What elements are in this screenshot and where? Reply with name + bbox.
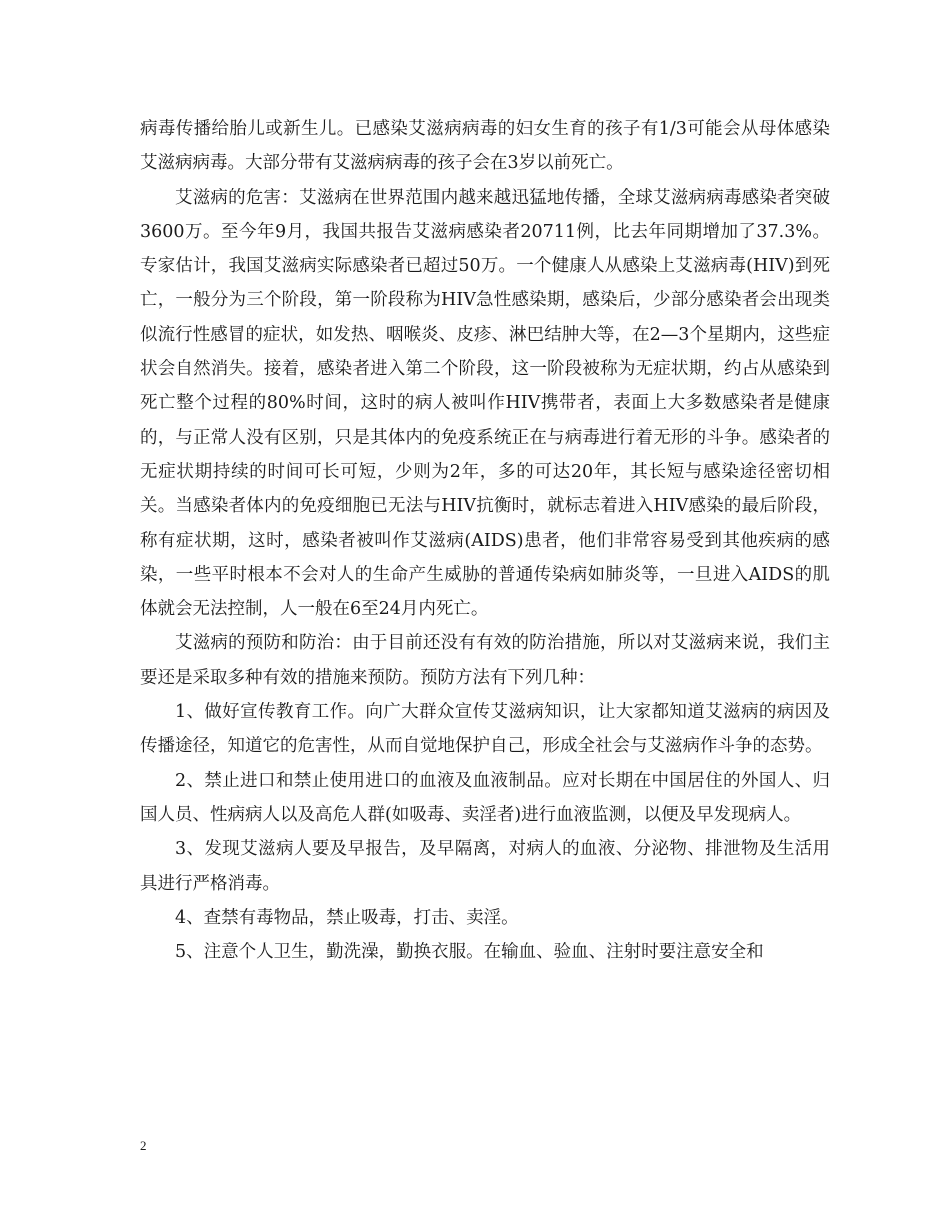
page-number: 2 [140,1138,147,1153]
paragraph-aids-harm: 艾滋病的危害：艾滋病在世界范围内越来越迅猛地传播，全球艾滋病病毒感染者突破3600万。至今年9月，我国共报告艾滋病感染者20711例，比去年同期增加了37.3%。专家估计，我国艾滋病实际感染者已超过50万。一个健康人从感染上艾滋病毒(HIV)到死亡，一般分为三个阶段，第一阶段称为HIV急性感染期，感染后，少部分感染者会出现类似流行性感冒的症状，如发热、咽喉炎、皮疹、淋巴结肿大等，在2—3个星期内，这些症状会自然消失。接着，感染者进入第二个阶段，这一阶段被称为无症状期，约占从感染到死亡整个过程的80%时间，这时的病人被叫作HIV携带者，表面上大多数感染者是健康的，与正常人没有区别，只是其体内的免疫系统正在与病毒进行着无形的斗争。感染者的无症状期持续的时间可长可短，少则为2年，多的可达20年，其长短与感染途径密切相关。当感染者体内的免疫细胞已无法与HIV抗衡时，就标志着进入HIV感染的最后阶段，称有症状期，这时，感染者被叫作艾滋病(AIDS)患者，他们非常容易受到其他疾病的感染，一些平时根本不会对人的生命产生威胁的普通传染病如肺炎等，一旦进入AIDS的肌体就会无法控制，人一般在6至24月内死亡。 [140,187,830,620]
document-body [140,112,830,969]
paragraph-prevention-intro: 艾滋病的预防和防治：由于目前还没有有效的防治措施，所以对艾滋病来说，我们主要还是采取多种有效的措施来预防。预防方法有下列几种： [140,633,830,688]
paragraph-prevention-3: 3、发现艾滋病人要及早报告，及早隔离，对病人的血液、分泌物、排泄物及生活用具进行严格消毒。 [140,839,830,894]
paragraph-mother-child: 病毒传播给胎儿或新生儿。已感染艾滋病病毒的妇女生育的孩子有1/3可能会从母体感染艾滋病病毒。大部分带有艾滋病病毒的孩子会在3岁以前死亡。 [140,119,830,174]
paragraph-prevention-2: 2、禁止进口和禁止使用进口的血液及血液制品。应对长期在中国居住的外国人、归国人员、性病病人以及高危人群(如吸毒、卖淫者)进行血液监测，以便及早发现病人。 [140,770,830,825]
paragraph-prevention-5: 5、注意个人卫生，勤洗澡，勤换衣服。在输血、验血、注射时要注意安全和 [175,942,764,963]
paragraph-prevention-4: 4、查禁有毒物品，禁止吸毒，打击、卖淫。 [175,907,519,928]
paragraph-prevention-1: 1、做好宣传教育工作。向广大群众宣传艾滋病知识，让大家都知道艾滋病的病因及传播途径，知道它的危害性，从而自觉地保护自己，形成全社会与艾滋病作斗争的态势。 [140,702,830,757]
